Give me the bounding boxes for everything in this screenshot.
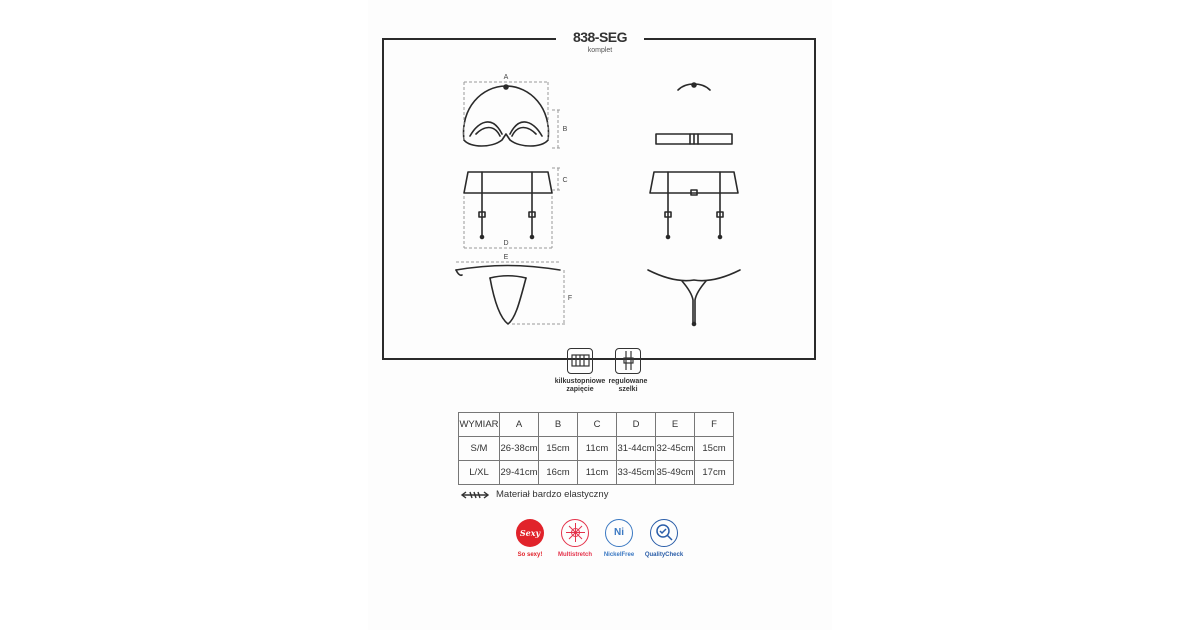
- product-code: 838-SEG: [572, 29, 628, 45]
- multistretch-icon: [561, 519, 589, 547]
- badge-nickelfree: [597, 519, 641, 558]
- badge-label: NickelFree: [603, 552, 635, 558]
- badge-sexy: [508, 519, 552, 558]
- hook-eye-closure-icon: [567, 348, 593, 374]
- dim-label-a: A: [503, 74, 509, 81]
- table-cell: 35-49cm: [656, 461, 695, 485]
- table-header-cell: B: [539, 413, 578, 437]
- table-cell: 15cm: [539, 437, 578, 461]
- table-cell: 16cm: [539, 461, 578, 485]
- feature-closure-line2: zapięcie: [566, 386, 594, 393]
- table-cell: 11cm: [578, 461, 617, 485]
- size-table: [458, 412, 734, 485]
- thong-front-drawing: [456, 266, 560, 325]
- dim-label-f: F: [567, 295, 573, 302]
- table-header-cell: D: [617, 413, 656, 437]
- feature-closure-line1: kilkustopniowe: [554, 378, 606, 385]
- table-cell: 32-45cm: [656, 437, 695, 461]
- badge-label: QualityCheck: [644, 552, 684, 558]
- technical-drawings: [382, 38, 816, 360]
- thong-back-drawing: [648, 270, 740, 326]
- table-cell: 26-38cm: [500, 437, 539, 461]
- dim-label-c: C: [562, 177, 568, 184]
- table-row: [459, 461, 734, 485]
- table-cell: 33-45cm: [617, 461, 656, 485]
- badge-label: Multistretch: [557, 552, 592, 558]
- table-cell: 15cm: [695, 437, 734, 461]
- table-cell: S/M: [459, 437, 500, 461]
- table-header-cell: A: [500, 413, 539, 437]
- feature-straps-line2: szelki: [618, 386, 638, 393]
- nickelfree-icon: Ni: [605, 519, 633, 547]
- badge-qualitycheck: [642, 519, 686, 558]
- sexy-icon: Sexy: [516, 519, 544, 547]
- dim-label-d: D: [503, 240, 509, 247]
- product-type: komplet: [587, 47, 613, 54]
- table-cell: 17cm: [695, 461, 734, 485]
- feature-straps-line1: regulowane: [608, 378, 648, 385]
- table-cell: 29-41cm: [500, 461, 539, 485]
- table-header-cell: C: [578, 413, 617, 437]
- dim-label-b: B: [562, 126, 568, 133]
- feature-straps: [600, 348, 656, 394]
- stretch-note-text: Materiał bardzo elastyczny: [496, 489, 609, 500]
- table-header-cell: E: [656, 413, 695, 437]
- badge-label: So sexy!: [517, 552, 543, 558]
- bra-front-drawing: [464, 85, 549, 146]
- adjustable-strap-icon: [615, 348, 641, 374]
- table-header-cell: F: [695, 413, 734, 437]
- stretch-arrow-icon: [460, 491, 490, 499]
- garter-belt-back-drawing: [650, 172, 738, 239]
- dim-label-e: E: [503, 254, 509, 261]
- table-header-cell: WYMIAR: [459, 413, 500, 437]
- table-row: [459, 437, 734, 461]
- garter-belt-front-drawing: [464, 172, 552, 239]
- table-header-row: [459, 413, 734, 437]
- table-cell: 31-44cm: [617, 437, 656, 461]
- table-cell: L/XL: [459, 461, 500, 485]
- badge-multistretch: [553, 519, 597, 558]
- bra-back-drawing: [656, 83, 732, 144]
- qualitycheck-icon: [650, 519, 678, 547]
- table-cell: 11cm: [578, 437, 617, 461]
- stretch-note: [460, 489, 608, 500]
